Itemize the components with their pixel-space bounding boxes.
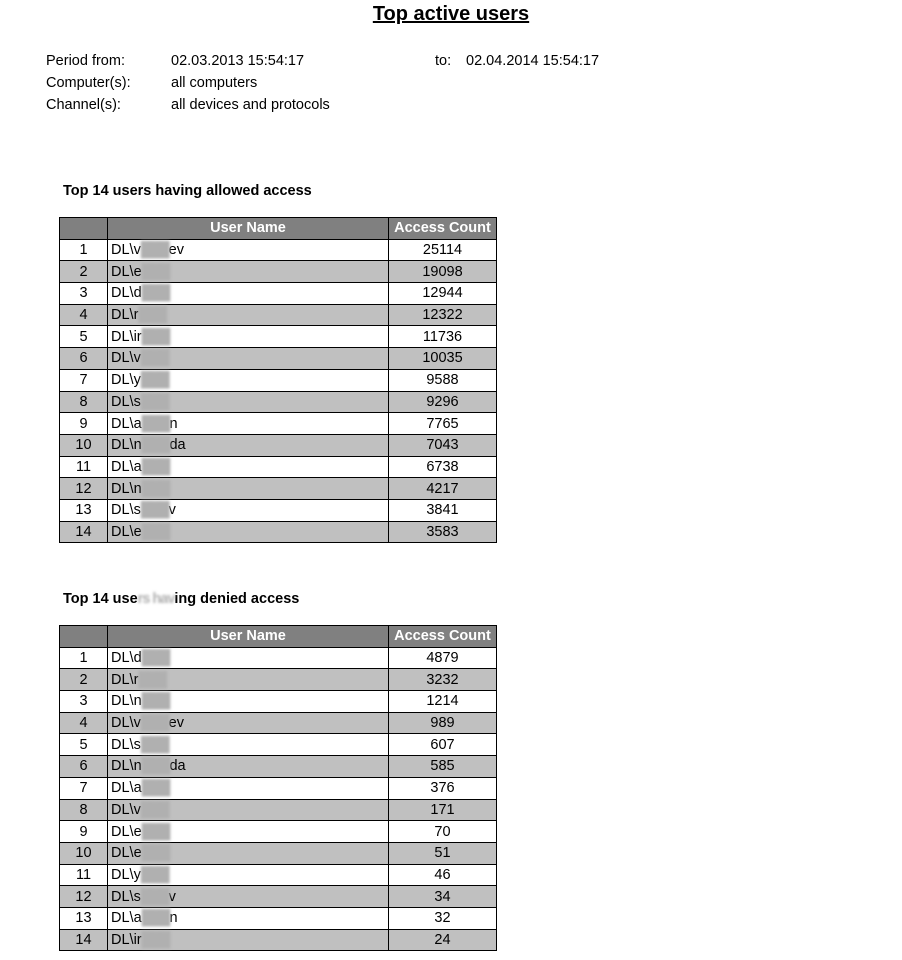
table-header-row bbox=[60, 218, 497, 240]
access-count-cell: 3841 bbox=[389, 499, 497, 521]
table-row bbox=[60, 886, 497, 908]
user-name: DL\n bbox=[111, 693, 142, 710]
user-name: DL\e bbox=[111, 523, 142, 540]
table-row bbox=[60, 821, 497, 843]
access-count-cell: 3232 bbox=[389, 669, 497, 691]
row-rank: 10 bbox=[60, 434, 108, 456]
access-count-cell: 376 bbox=[389, 777, 497, 799]
access-count-cell: 585 bbox=[389, 756, 497, 778]
row-rank: 2 bbox=[60, 669, 108, 691]
period-label: Period from: bbox=[46, 53, 125, 69]
redacted-text: ███ bbox=[141, 910, 170, 927]
access-count-cell: 989 bbox=[389, 712, 497, 734]
table-row bbox=[60, 842, 497, 864]
row-rank: 4 bbox=[60, 712, 108, 734]
user-name: DL\n bbox=[111, 480, 142, 497]
user-name: DL\y bbox=[111, 866, 141, 883]
redacted-text: ███ bbox=[141, 758, 170, 775]
access-count-column-header: Access Count bbox=[389, 218, 497, 240]
table-row bbox=[60, 304, 497, 326]
allowed-users-table bbox=[59, 217, 497, 543]
redacted-text: ███ bbox=[140, 242, 169, 259]
access-count-cell: 7043 bbox=[389, 434, 497, 456]
user-name-cell bbox=[108, 821, 389, 843]
row-rank: 12 bbox=[60, 886, 108, 908]
row-rank: 9 bbox=[60, 413, 108, 435]
user-name-cell bbox=[108, 283, 389, 305]
user-name-tail: v bbox=[168, 888, 176, 905]
channels-label: Channel(s): bbox=[46, 97, 121, 113]
user-name-cell bbox=[108, 886, 389, 908]
row-rank: 6 bbox=[60, 756, 108, 778]
redacted-text: ███ bbox=[140, 736, 169, 753]
redacted-text: ███ bbox=[141, 931, 170, 948]
user-name: DL\a bbox=[111, 910, 142, 927]
access-count-cell: 51 bbox=[389, 842, 497, 864]
user-name-cell bbox=[108, 669, 389, 691]
row-rank: 14 bbox=[60, 521, 108, 543]
table-row bbox=[60, 712, 497, 734]
table-row bbox=[60, 413, 497, 435]
user-name-cell bbox=[108, 348, 389, 370]
table-row bbox=[60, 669, 497, 691]
table-row bbox=[60, 499, 497, 521]
rank-column-header bbox=[60, 218, 108, 240]
user-name-cell bbox=[108, 799, 389, 821]
period-to-label: to: bbox=[435, 53, 452, 69]
user-name-cell bbox=[108, 304, 389, 326]
access-count-column-header: Access Count bbox=[389, 626, 497, 648]
table-row bbox=[60, 799, 497, 821]
redacted-text: ███ bbox=[140, 350, 169, 367]
denied-title-end: ing denied access bbox=[174, 591, 300, 607]
redacted-text: ███ bbox=[140, 393, 169, 410]
redacted-text: ███ bbox=[141, 415, 170, 432]
user-name-tail: ev bbox=[168, 715, 184, 732]
access-count-cell: 1214 bbox=[389, 691, 497, 713]
row-rank: 11 bbox=[60, 456, 108, 478]
redacted-text: ███ bbox=[141, 693, 170, 710]
denied-title-start: Top 14 use bbox=[63, 591, 138, 607]
user-name-column-header: User Name bbox=[108, 218, 389, 240]
table-row bbox=[60, 369, 497, 391]
user-name-cell bbox=[108, 391, 389, 413]
user-name-tail: ev bbox=[168, 242, 184, 259]
redacted-text: ███ bbox=[140, 801, 169, 818]
access-count-cell: 70 bbox=[389, 821, 497, 843]
user-name-tail: da bbox=[169, 758, 186, 775]
access-count-cell: 46 bbox=[389, 864, 497, 886]
access-count-cell: 171 bbox=[389, 799, 497, 821]
access-count-cell: 19098 bbox=[389, 261, 497, 283]
computers-value: all computers bbox=[171, 75, 258, 91]
access-count-cell: 9296 bbox=[389, 391, 497, 413]
user-name-cell bbox=[108, 261, 389, 283]
table-row bbox=[60, 434, 497, 456]
user-name-tail: n bbox=[169, 910, 178, 927]
user-name-cell bbox=[108, 756, 389, 778]
table-row bbox=[60, 348, 497, 370]
user-name: DL\s bbox=[111, 393, 141, 410]
table-row bbox=[60, 261, 497, 283]
access-count-cell: 7765 bbox=[389, 413, 497, 435]
user-name: DL\s bbox=[111, 502, 141, 519]
user-name: DL\s bbox=[111, 888, 141, 905]
redacted-text: ███ bbox=[140, 715, 169, 732]
row-rank: 7 bbox=[60, 777, 108, 799]
row-rank: 5 bbox=[60, 734, 108, 756]
denied-section-title bbox=[63, 591, 299, 607]
period-to-value: 02.04.2014 15:54:17 bbox=[466, 53, 600, 69]
user-name-cell bbox=[108, 777, 389, 799]
user-name: DL\d bbox=[111, 650, 142, 667]
user-name: DL\d bbox=[111, 285, 142, 302]
redacted-text: ███ bbox=[140, 372, 169, 389]
computers-label: Computer(s): bbox=[46, 75, 131, 91]
user-name: DL\e bbox=[111, 263, 142, 280]
user-name-cell bbox=[108, 907, 389, 929]
user-name: DL\a bbox=[111, 780, 142, 797]
redacted-text: ███ bbox=[140, 502, 169, 519]
user-name: DL\v bbox=[111, 242, 141, 259]
row-rank: 10 bbox=[60, 842, 108, 864]
redacted-text: ███ bbox=[138, 671, 167, 688]
user-name-cell bbox=[108, 864, 389, 886]
table-row bbox=[60, 239, 497, 261]
table-row bbox=[60, 734, 497, 756]
user-name-cell bbox=[108, 734, 389, 756]
redacted-text: ███ bbox=[141, 263, 170, 280]
user-name-cell bbox=[108, 929, 389, 951]
access-count-cell: 3583 bbox=[389, 521, 497, 543]
user-name: DL\y bbox=[111, 372, 141, 389]
row-rank: 13 bbox=[60, 907, 108, 929]
access-count-cell: 12944 bbox=[389, 283, 497, 305]
user-name-cell bbox=[108, 413, 389, 435]
rank-column-header bbox=[60, 626, 108, 648]
redacted-text: ███ bbox=[141, 845, 170, 862]
row-rank: 14 bbox=[60, 929, 108, 951]
table-row bbox=[60, 391, 497, 413]
table-row bbox=[60, 907, 497, 929]
access-count-cell: 4879 bbox=[389, 647, 497, 669]
user-name-cell bbox=[108, 712, 389, 734]
user-name-cell bbox=[108, 369, 389, 391]
user-name: DL\v bbox=[111, 715, 141, 732]
table-row bbox=[60, 521, 497, 543]
redacted-text: ███ bbox=[138, 307, 167, 324]
user-name-tail: n bbox=[169, 415, 178, 432]
redacted-text: ███ bbox=[140, 866, 169, 883]
channels-value: all devices and protocols bbox=[171, 97, 330, 113]
access-count-cell: 607 bbox=[389, 734, 497, 756]
access-count-cell: 24 bbox=[389, 929, 497, 951]
user-name: DL\s bbox=[111, 736, 141, 753]
table-row bbox=[60, 326, 497, 348]
access-count-cell: 4217 bbox=[389, 478, 497, 500]
user-name: DL\a bbox=[111, 458, 142, 475]
user-name-cell bbox=[108, 521, 389, 543]
user-name-tail: v bbox=[168, 502, 176, 519]
user-name: DL\e bbox=[111, 845, 142, 862]
table-row bbox=[60, 777, 497, 799]
row-rank: 8 bbox=[60, 799, 108, 821]
table-header-row bbox=[60, 626, 497, 648]
user-name-cell bbox=[108, 239, 389, 261]
access-count-cell: 9588 bbox=[389, 369, 497, 391]
row-rank: 5 bbox=[60, 326, 108, 348]
access-count-cell: 10035 bbox=[389, 348, 497, 370]
user-name: DL\n bbox=[111, 758, 142, 775]
table-row bbox=[60, 756, 497, 778]
table-row bbox=[60, 929, 497, 951]
access-count-cell: 12322 bbox=[389, 304, 497, 326]
table-row bbox=[60, 647, 497, 669]
row-rank: 2 bbox=[60, 261, 108, 283]
redacted-text: ███ bbox=[141, 650, 170, 667]
table-row bbox=[60, 691, 497, 713]
redacted-text: ███ bbox=[141, 780, 170, 797]
user-name: DL\ir bbox=[111, 931, 142, 948]
table-row bbox=[60, 456, 497, 478]
redacted-text: ███ bbox=[141, 328, 170, 345]
period-from-value: 02.03.2013 15:54:17 bbox=[171, 53, 305, 69]
denied-users-table bbox=[59, 625, 497, 951]
redacted-text: ███ bbox=[141, 437, 170, 454]
user-name-cell bbox=[108, 478, 389, 500]
row-rank: 8 bbox=[60, 391, 108, 413]
user-name-tail: da bbox=[169, 437, 186, 454]
row-rank: 3 bbox=[60, 283, 108, 305]
user-name-cell bbox=[108, 326, 389, 348]
redacted-text: ███ bbox=[141, 458, 170, 475]
row-rank: 1 bbox=[60, 239, 108, 261]
user-name: DL\v bbox=[111, 801, 141, 818]
row-rank: 11 bbox=[60, 864, 108, 886]
user-name: DL\n bbox=[111, 437, 142, 454]
user-name-cell bbox=[108, 691, 389, 713]
user-name: DL\a bbox=[111, 415, 142, 432]
redacted-text: ███ bbox=[141, 823, 170, 840]
user-name-cell bbox=[108, 499, 389, 521]
row-rank: 3 bbox=[60, 691, 108, 713]
row-rank: 12 bbox=[60, 478, 108, 500]
redacted-text: ███ bbox=[141, 480, 170, 497]
user-name-column-header: User Name bbox=[108, 626, 389, 648]
user-name-cell bbox=[108, 434, 389, 456]
table-row bbox=[60, 283, 497, 305]
access-count-cell: 34 bbox=[389, 886, 497, 908]
row-rank: 7 bbox=[60, 369, 108, 391]
row-rank: 9 bbox=[60, 821, 108, 843]
table-row bbox=[60, 864, 497, 886]
user-name: DL\r bbox=[111, 671, 139, 688]
user-name: DL\e bbox=[111, 823, 142, 840]
access-count-cell: 11736 bbox=[389, 326, 497, 348]
report-title: Top active users bbox=[372, 3, 530, 25]
user-name-cell bbox=[108, 842, 389, 864]
access-count-cell: 25114 bbox=[389, 239, 497, 261]
row-rank: 4 bbox=[60, 304, 108, 326]
user-name-cell bbox=[108, 647, 389, 669]
redacted-text: ███ bbox=[141, 285, 170, 302]
table-row bbox=[60, 478, 497, 500]
user-name: DL\ir bbox=[111, 328, 142, 345]
redacted-text: rs hav bbox=[137, 591, 175, 607]
redacted-text: ███ bbox=[141, 523, 170, 540]
access-count-cell: 32 bbox=[389, 907, 497, 929]
redacted-text: ███ bbox=[140, 888, 169, 905]
row-rank: 6 bbox=[60, 348, 108, 370]
user-name: DL\r bbox=[111, 307, 139, 324]
user-name: DL\v bbox=[111, 350, 141, 367]
row-rank: 13 bbox=[60, 499, 108, 521]
access-count-cell: 6738 bbox=[389, 456, 497, 478]
user-name-cell bbox=[108, 456, 389, 478]
row-rank: 1 bbox=[60, 647, 108, 669]
allowed-section-title: Top 14 users having allowed access bbox=[63, 183, 312, 199]
